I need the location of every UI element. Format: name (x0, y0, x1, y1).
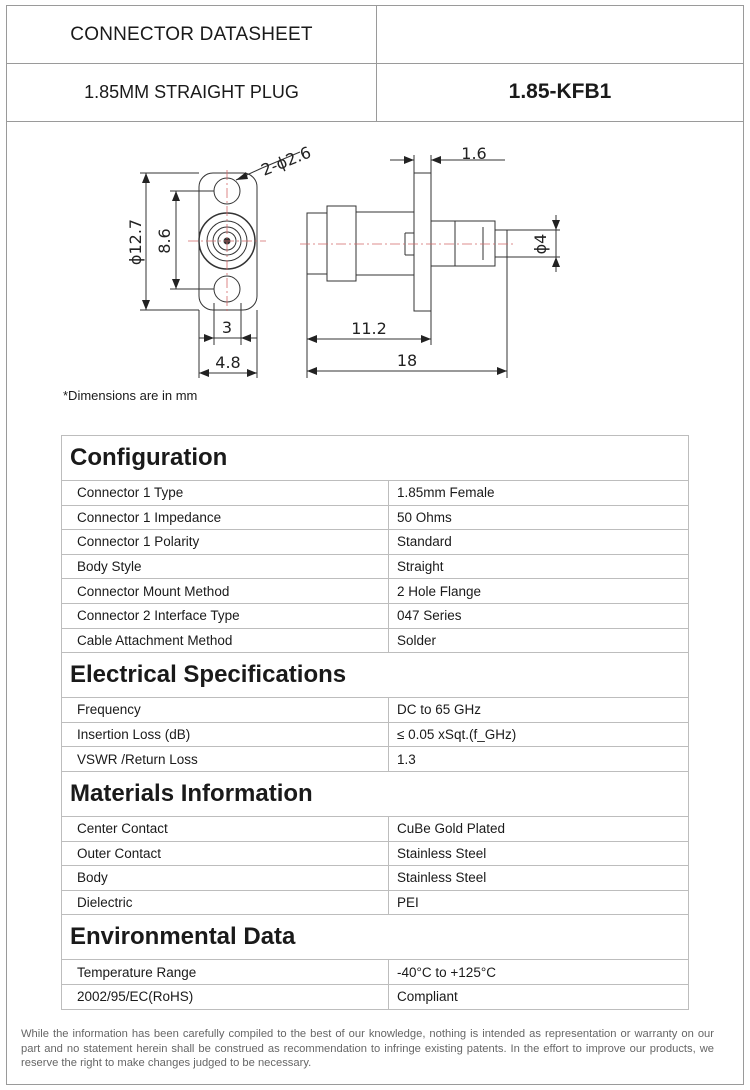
row-label: Connector 2 Interface Type (62, 604, 389, 628)
section-title-configuration: Configuration (62, 436, 688, 481)
dim-length-total: 18 (396, 351, 418, 370)
row-value: Straight (397, 559, 444, 575)
table-row (62, 698, 688, 723)
side-tail (431, 221, 495, 266)
row-value: ≤ 0.05 xSqt.(f_GHz) (397, 727, 517, 743)
row-label: Dielectric (62, 891, 389, 915)
mechanical-drawing (0, 0, 750, 390)
dim-flange-dia: ϕ12.7 (126, 218, 145, 266)
row-label: 2002/95/EC(RoHS) (62, 985, 389, 1009)
row-label: Connector Mount Method (62, 579, 389, 603)
table-row (62, 891, 688, 916)
dim-width-inner: 3 (221, 318, 233, 337)
table-row (62, 481, 688, 506)
row-value: Standard (397, 534, 452, 550)
table-row (62, 842, 688, 867)
dimensions-note: *Dimensions are in mm (63, 388, 198, 403)
row-label: Connector 1 Polarity (62, 530, 389, 554)
row-label: Connector 1 Impedance (62, 506, 389, 530)
table-row (62, 555, 688, 580)
side-nut-left (307, 213, 327, 274)
row-value: 1.3 (397, 751, 416, 767)
row-value: Compliant (397, 989, 458, 1005)
table-row (62, 629, 688, 654)
row-label: Insertion Loss (dB) (62, 723, 389, 747)
row-label: Center Contact (62, 817, 389, 841)
table-row (62, 579, 688, 604)
doc-title: CONNECTOR DATASHEET (70, 23, 313, 45)
row-value: Stainless Steel (397, 845, 487, 861)
row-value: -40°C to +125°C (397, 964, 496, 980)
section-title-electrical: Electrical Specifications (62, 653, 688, 698)
table-row (62, 866, 688, 891)
side-nut (327, 206, 356, 281)
dim-hole-spacing: 8.6 (155, 228, 174, 254)
side-flange (414, 173, 431, 311)
table-row (62, 506, 688, 531)
row-value: 50 Ohms (397, 509, 452, 525)
row-label: Outer Contact (62, 842, 389, 866)
row-label: Cable Attachment Method (62, 629, 389, 653)
row-label: Temperature Range (62, 960, 389, 984)
row-value: Solder (397, 632, 437, 648)
dim-length-partial: 11.2 (351, 319, 387, 338)
row-label: Body (62, 866, 389, 890)
table-row (62, 960, 688, 985)
disclaimer: While the information has been carefully compiled to the best of our knowledge, nothing is intended as representation or warranty on our part and no statement herein shall be construed as recommendation to infringe existing patents. In the effort to improve our products, we reserve the right to make changes judged to be necessary. (21, 1028, 714, 1069)
row-label: Connector 1 Type (62, 481, 389, 505)
table-row (62, 723, 688, 748)
table-row (62, 604, 688, 629)
row-label: Body Style (62, 555, 389, 579)
row-value: Stainless Steel (397, 870, 487, 886)
row-label: VSWR /Return Loss (62, 747, 389, 771)
product-name: 1.85MM STRAIGHT PLUG (84, 81, 299, 102)
row-value: 1.85mm Female (397, 485, 495, 501)
row-value: PEI (397, 895, 419, 911)
section-title-materials: Materials Information (62, 772, 688, 817)
table-row (62, 747, 688, 772)
row-value: 2 Hole Flange (397, 583, 482, 599)
part-number: 1.85-KFB1 (508, 80, 612, 103)
dim-width-outer: 4.8 (215, 353, 241, 372)
section-title-environmental: Environmental Data (62, 915, 688, 960)
spec-table (61, 435, 689, 1010)
dim-flange-thickness: 1.6 (461, 144, 487, 163)
row-value: DC to 65 GHz (397, 702, 482, 718)
dim-pin-dia: ϕ4 (531, 233, 550, 255)
row-value: CuBe Gold Plated (397, 821, 506, 837)
table-row (62, 817, 688, 842)
table-row (62, 530, 688, 555)
dim-holes: 2-ϕ2.6 (258, 142, 314, 180)
side-pin (495, 230, 507, 257)
row-label: Frequency (62, 698, 389, 722)
table-row (62, 985, 688, 1010)
row-value: 047 Series (397, 608, 462, 624)
